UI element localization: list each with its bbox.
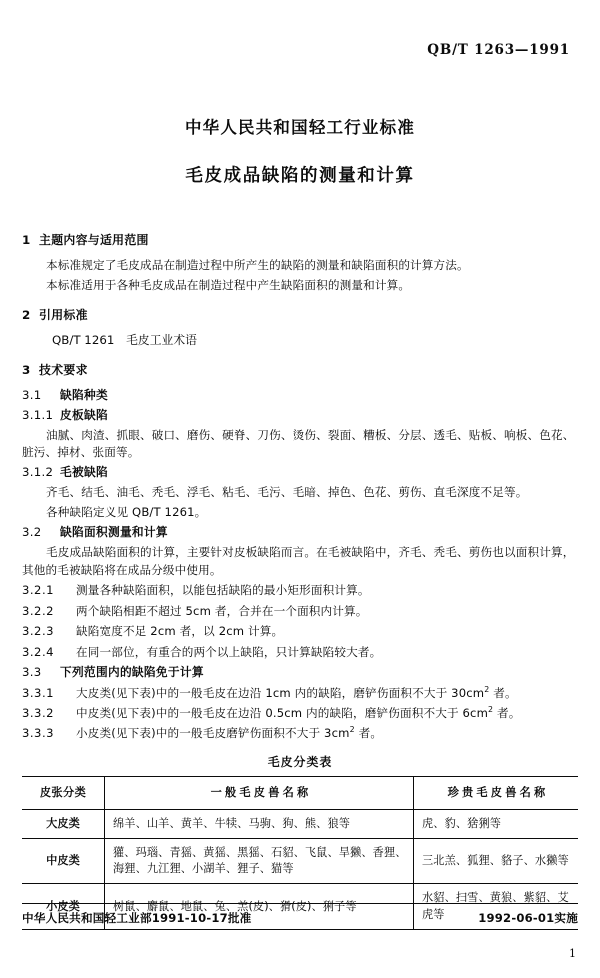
clause-3-3-1-prefix: 大皮类(见下表)中的一般毛皮在边沿 1cm 内的缺陷，磨铲伤面积不大于 30cm <box>76 685 485 700</box>
clause-3-2-3 <box>22 623 578 641</box>
row-category-large: 大皮类 <box>22 809 105 838</box>
section-3-1-2-heading <box>22 464 578 482</box>
clause-3-3-2-suffix: 者。 <box>493 706 521 720</box>
clause-3-2-2-number: 3.2.2 <box>22 603 54 618</box>
clause-3-3-1-suffix: 者。 <box>489 685 517 700</box>
referenced-standard: QB/T 1261 毛皮工业术语 <box>52 332 197 347</box>
page-number: 1 <box>569 947 576 960</box>
section-3-1-2-number: 3.1.2 <box>22 465 54 480</box>
section-3-number: 3 <box>22 362 31 377</box>
column-header-common-fur: 一般毛皮兽名称 <box>105 776 414 809</box>
clause-3-3-3-suffix: 者。 <box>354 726 383 741</box>
row-common-medium: 獾、玛瑙、青猺、黄猺、黑猺、石貂、飞鼠、旱獭、香狸、海狸、九江狸、小湖羊、狸子、猫等 <box>105 839 414 884</box>
clause-3-3-2-prefix: 中皮类(见下表)中的一般毛皮在边沿 0.5cm 内的缺陷，磨铲伤面积不大于 6cm <box>76 706 489 720</box>
column-header-category: 皮张分类 <box>22 776 105 809</box>
row-precious-large: 虎、豹、猞猁等 <box>414 809 579 838</box>
clause-3-3-3-superscript: 2 <box>349 725 355 735</box>
clause-3-3-1-superscript: 2 <box>484 684 490 694</box>
section-2-title: 引用标准 <box>39 307 88 322</box>
section-3-1-title: 缺陷种类 <box>60 387 108 402</box>
table-caption: 毛皮分类表 <box>267 755 333 770</box>
clause-3-2-1-text: 测量各种缺陷面积，以能包括缺陷的最小矩形面积计算。 <box>76 583 370 598</box>
row-precious-medium: 三北羔、狐狸、貉子、水獭等 <box>414 839 579 884</box>
row-common-large: 绵羊、山羊、黄羊、牛犊、马驹、狗、熊、狼等 <box>105 809 414 838</box>
implementation-date: 1992-06-01实施 <box>478 911 578 925</box>
clause-3-2-3-text: 缺陷宽度不足 2cm 者，以 2cm 计算。 <box>76 624 284 639</box>
section-3-2-paragraph: 毛皮成品缺陷面积的计算，主要针对皮板缺陷而言。在毛被缺陷中，齐毛、秃毛、剪伤也以面积计算，其他的毛被缺陷将在成品分级中使用。 <box>22 544 575 577</box>
document-body <box>22 231 578 930</box>
clause-3-3-1-text <box>76 685 578 703</box>
section-1-heading <box>22 231 578 249</box>
section-2-number: 2 <box>22 307 31 322</box>
row-common-small: 树鼠、麝鼠、地鼠、兔、羔(皮)、猾(皮)、猁子等 <box>105 884 414 929</box>
section-3-title: 技术要求 <box>39 362 88 377</box>
clause-3-2-2-text: 两个缺陷相距不超过 5cm 者，合并在一个面积内计算。 <box>76 603 368 618</box>
clause-3-3-3-prefix: 小皮类(见下表)中的一般毛皮磨铲伤面积不大于 3cm <box>76 726 350 741</box>
table-row <box>22 839 578 884</box>
table-header <box>22 776 578 809</box>
section-1-paragraph-2: 本标准适用于各种毛皮成品在制造过程中产生缺陷面积的测量和计算。 <box>46 277 411 292</box>
section-3-1-heading <box>22 387 578 405</box>
approval-statement: 中华人民共和国轻工业部1991-10-17批准 <box>22 911 252 925</box>
section-3-1-1-number: 3.1.1 <box>22 407 54 422</box>
defect-definition-reference: 各种缺陷定义见 QB/T 1261。 <box>46 505 207 520</box>
row-category-small: 小皮类 <box>22 884 105 929</box>
clause-3-3-3-number: 3.3.3 <box>22 726 54 741</box>
clause-3-3-2 <box>22 705 578 723</box>
clause-3-3-1-number: 3.3.1 <box>22 685 54 700</box>
document-title: 毛皮成品缺陷的测量和计算 <box>185 165 415 186</box>
row-category-medium: 中皮类 <box>22 839 105 884</box>
document-header <box>22 0 578 187</box>
section-2-heading <box>22 306 578 324</box>
section-3-2-heading <box>22 524 578 542</box>
section-3-1-number: 3.1 <box>22 387 42 402</box>
clause-3-3-2-text <box>76 705 578 723</box>
clause-3-2-1 <box>22 582 578 600</box>
issuing-organization: 中华人民共和国轻工行业标准 <box>184 118 416 137</box>
clause-3-2-4-text: 在同一部位，有重合的两个以上缺陷，只计算缺陷较大者。 <box>76 644 382 659</box>
clause-3-2-3-number: 3.2.3 <box>22 624 54 639</box>
section-3-1-2-title: 毛被缺陷 <box>60 465 108 480</box>
leather-defect-list: 油腻、肉渣、抓眼、破口、磨伤、硬脊、刀伤、烫伤、裂面、糟板、分层、透毛、贴板、响板、色花、脏污、掉材、张面等。 <box>22 427 575 460</box>
clause-3-3-3-text <box>76 725 578 743</box>
section-3-3-heading <box>22 664 578 682</box>
clause-3-2-2 <box>22 603 578 621</box>
clause-3-3-3 <box>22 725 578 743</box>
clause-3-3-2-superscript: 2 <box>488 705 494 715</box>
section-3-2-title: 缺陷面积测量和计算 <box>60 525 168 540</box>
section-3-3-title: 下列范围内的缺陷免于计算 <box>60 665 204 680</box>
section-1-title: 主题内容与适用范围 <box>39 232 149 247</box>
section-1-paragraph-1: 本标准规定了毛皮成品在制造过程中所产生的缺陷的测量和缺陷面积的计算方法。 <box>46 257 469 272</box>
document-footer <box>22 903 578 926</box>
column-header-precious-fur: 珍贵毛皮兽名称 <box>414 776 579 809</box>
row-precious-small: 水貂、扫雪、黄狼、紫貂、艾虎等 <box>414 884 579 929</box>
clause-3-2-1-number: 3.2.1 <box>22 583 54 598</box>
table-header-row <box>22 776 578 809</box>
hair-defect-list: 齐毛、结毛、油毛、秃毛、浮毛、粘毛、毛污、毛暗、掉色、色花、剪伤、直毛深度不足等。 <box>46 485 528 500</box>
section-3-heading <box>22 361 578 379</box>
clause-3-3-1 <box>22 685 578 703</box>
section-3-1-1-title: 皮板缺陷 <box>60 407 108 422</box>
section-3-2-number: 3.2 <box>22 525 42 540</box>
standard-number: QB/T 1263—1991 <box>427 42 570 58</box>
clause-3-3-2-number: 3.3.2 <box>22 706 54 720</box>
clause-3-2-4-number: 3.2.4 <box>22 644 54 659</box>
section-1-number: 1 <box>22 232 31 247</box>
section-3-1-1-heading <box>22 407 578 425</box>
clause-3-2-4 <box>22 644 578 662</box>
section-3-3-number: 3.3 <box>22 665 42 680</box>
table-row <box>22 809 578 838</box>
